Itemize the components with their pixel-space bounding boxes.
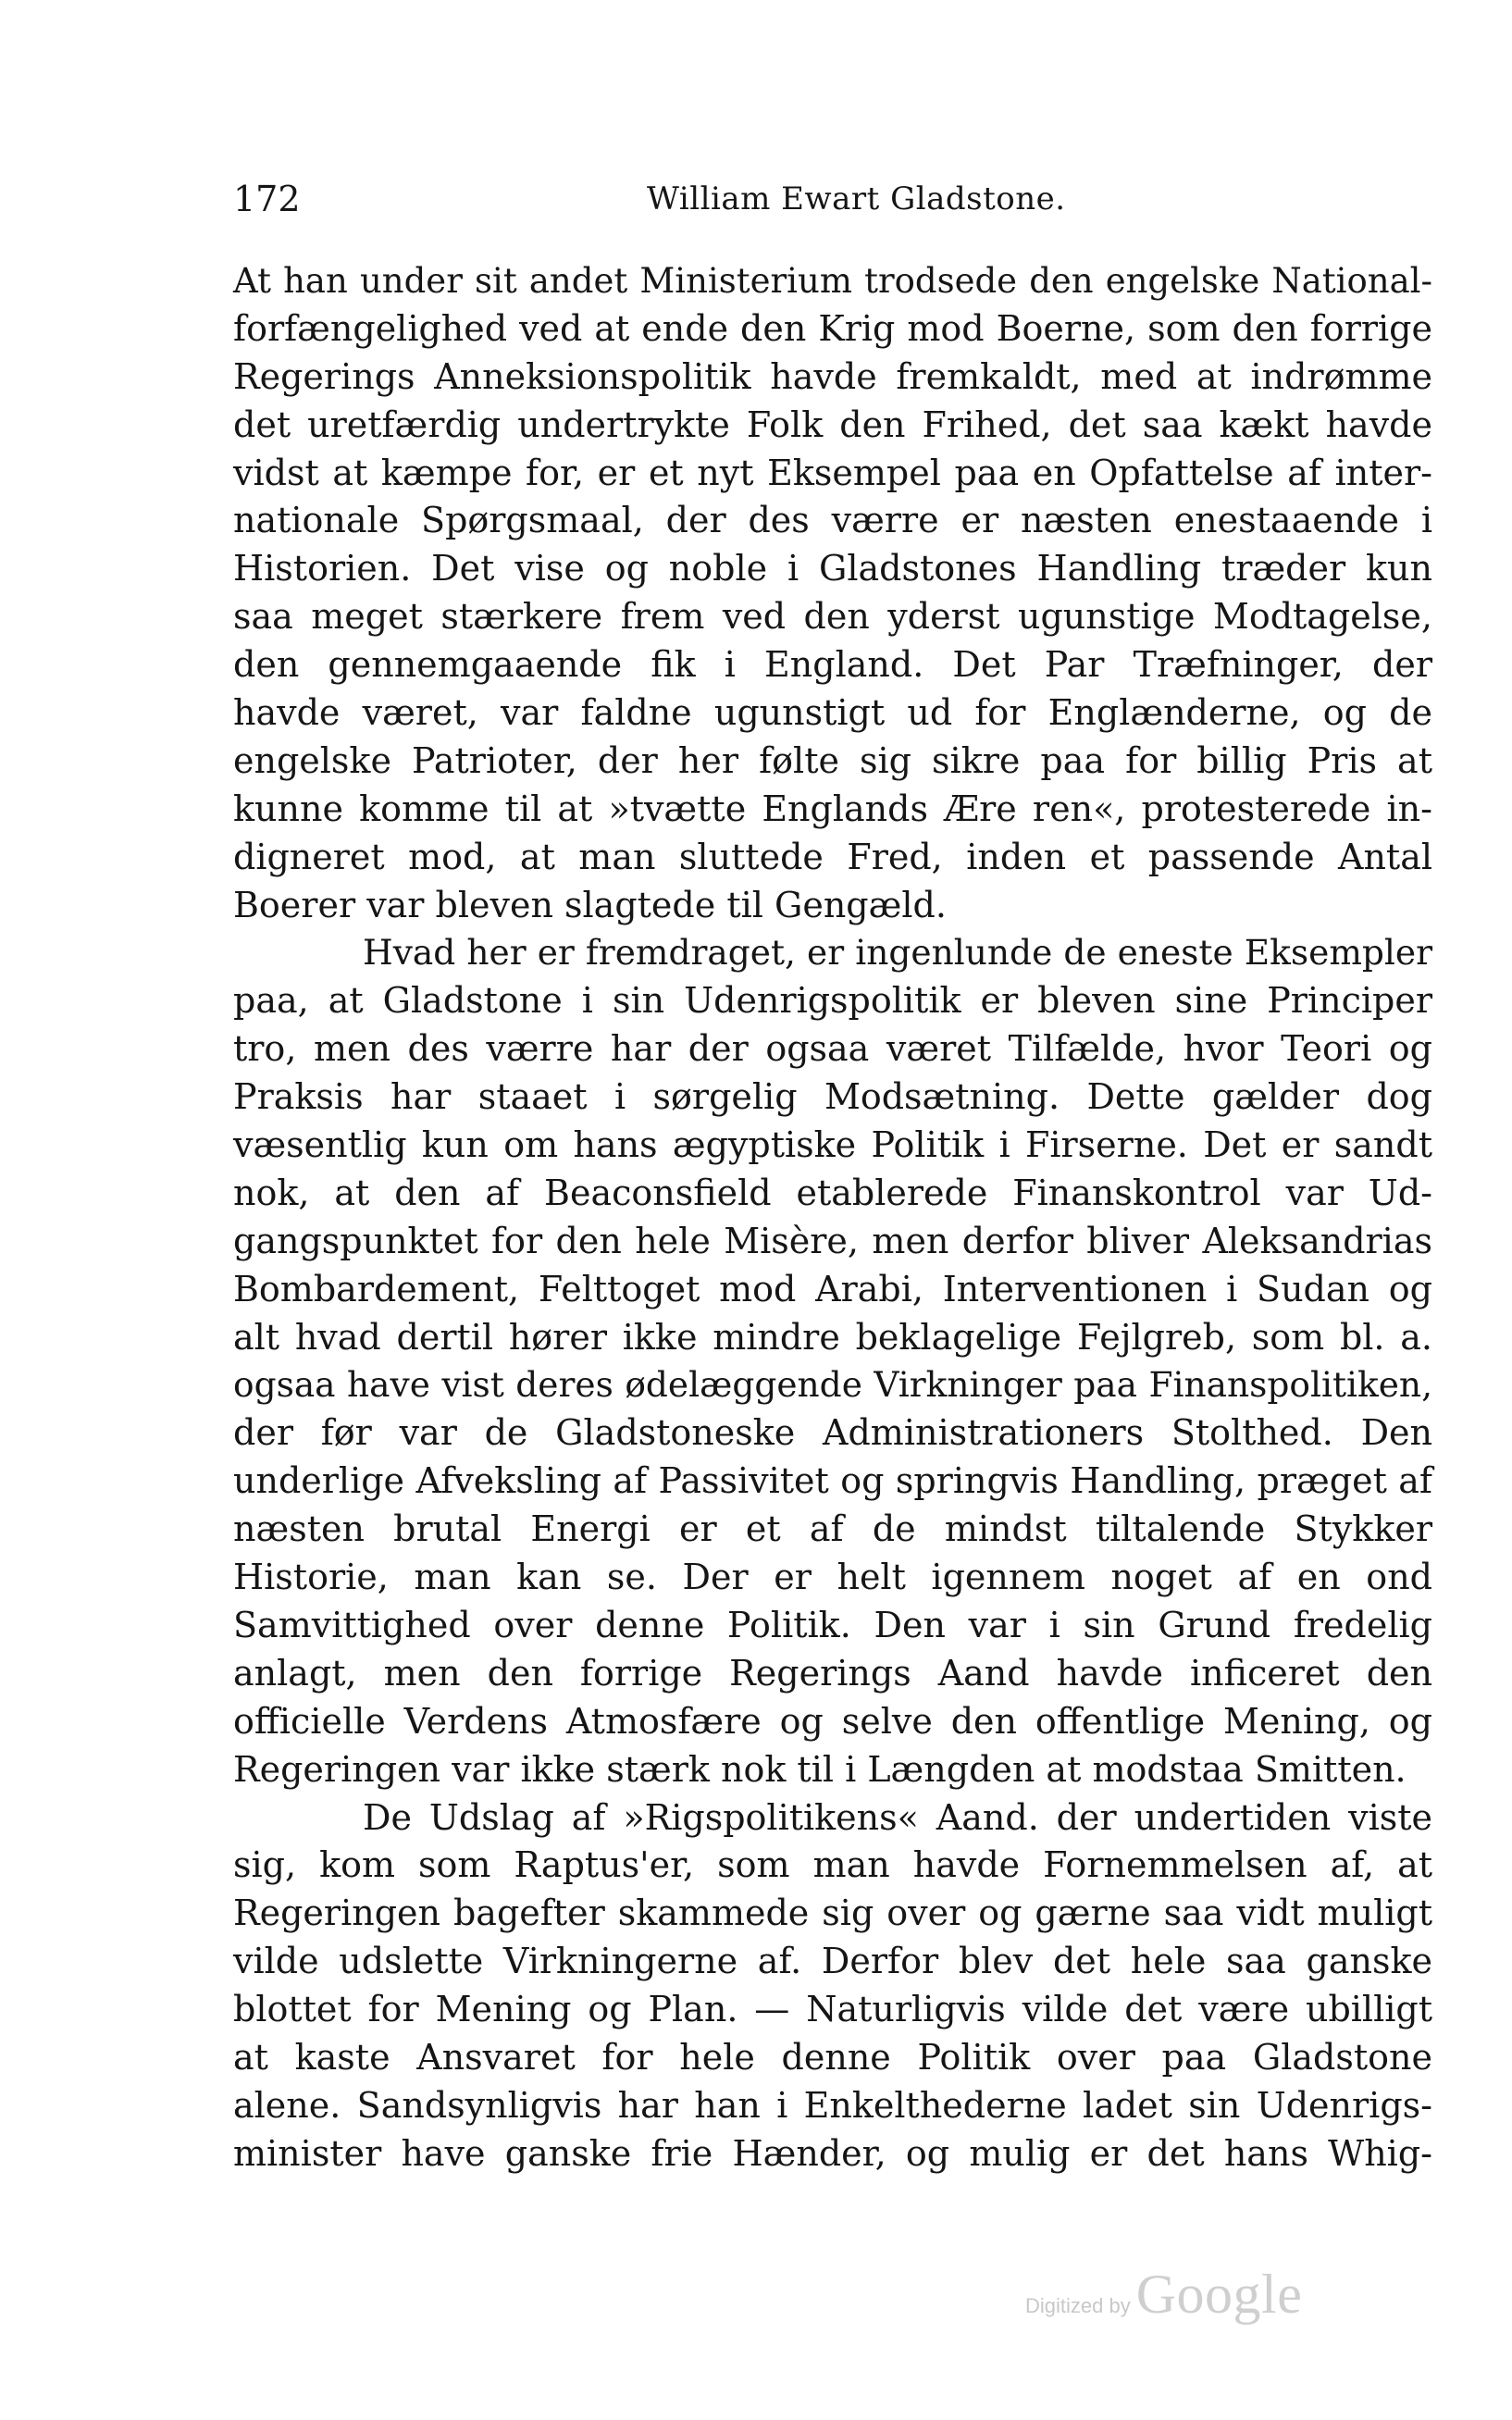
text-line: tro, men des værre har der ogsaa været Tilfælde, hvor Teori og	[233, 1028, 1432, 1070]
running-title: William Ewart Gladstone.	[647, 180, 1066, 217]
text-line: Historie, man kan se. Der er helt igennem noget af en ond	[233, 1557, 1432, 1598]
text-line: saa meget stærkere frem ved den yderst ugunstige Modtagelse,	[233, 596, 1432, 638]
text-line: der før var de Gladstoneske Administrationers Stolthed. Den	[233, 1412, 1432, 1454]
text-line: Boerer var bleven slagtede til Gengæld.	[233, 884, 947, 925]
text-line: Samvittighed over denne Politik. Den var i sin Grund fredelig	[233, 1604, 1432, 1645]
text-line: officielle Verdens Atmosfære og selve den offentlige Mening, og	[233, 1700, 1432, 1742]
text-line: sig, kom som Raptus'er, som man havde Fornemmelsen af, at	[233, 1844, 1432, 1886]
text-line: væsentlig kun om hans ægyptiske Politik i Firserne. Det er sandt	[233, 1124, 1432, 1166]
text-line: alene. Sandsynligvis har han i Enkelthederne ladet sin Udenrigs-	[233, 2084, 1432, 2126]
paragraph-1	[233, 257, 1432, 929]
google-logo: Google	[1135, 2264, 1303, 2325]
digitized-by-google-watermark	[1025, 2263, 1302, 2327]
text-line: Bombardement, Felttoget mod Arabi, Interventionen i Sudan og	[233, 1268, 1432, 1309]
text-line: Praksis har staaet i sørgelig Modsætning. Dette gælder dog	[233, 1076, 1432, 1118]
text-line: Regeringen bagefter skammede sig over og gærne saa vidt muligt	[233, 1893, 1432, 1934]
text-line: minister have ganske frie Hænder, og mulig er det hans Whig-	[233, 2132, 1432, 2174]
text-line: kunne komme til at »tvætte Englands Ære ren«, protesterede in-	[233, 788, 1432, 829]
text-line: anlagt, men den forrige Regerings Aand havde inficeret den	[233, 1652, 1432, 1694]
paragraph-2	[233, 929, 1432, 1793]
text-line: At han under sit andet Ministerium trodsede den engelske National-	[233, 261, 1432, 301]
text-line: den gennemgaaende fik i England. Det Par Træfninger, der	[233, 644, 1432, 686]
text-line: næsten brutal Energi er et af de mindst tiltalende Stykker	[233, 1508, 1432, 1550]
text-line: vilde udslette Virkningerne af. Derfor blev det hele saa ganske	[233, 1941, 1432, 1982]
text-line: Hvad her er fremdraget, er ingenlunde de eneste Eksempler	[363, 932, 1432, 974]
text-line: nationale Spørgsmaal, der des værre er næsten enestaaende i	[233, 500, 1432, 541]
body-text	[233, 257, 1432, 2178]
text-line: digneret mod, at man sluttede Fred, inden et passende Antal	[233, 836, 1432, 877]
watermark-prefix: Digitized by	[1025, 2294, 1131, 2317]
text-line: gangspunktet for den hele Misère, men derfor bliver Aleksandrias	[233, 1220, 1432, 1261]
text-line: ogsaa have vist deres ødelæggende Virkninger paa Finanspolitiken,	[233, 1364, 1432, 1406]
text-line: underlige Afveksling af Passivitet og springvis Handling, præget af	[233, 1460, 1432, 1502]
text-line: forfængelighed ved at ende den Krig mod Boerne, som den forrige	[233, 307, 1432, 349]
text-line: Regeringen var ikke stærk nok til i Længden at modstaa Smitten.	[233, 1748, 1407, 1790]
text-line: havde været, var faldne ugunstigt ud for Englænderne, og de	[233, 692, 1432, 734]
text-line: det uretfærdig undertrykte Folk den Frihed, det saa kækt havde	[233, 403, 1432, 445]
text-line: De Udslag af »Rigspolitikens« Aand. der undertiden viste	[363, 1796, 1432, 1838]
page-number: 172	[233, 179, 301, 219]
text-line: nok, at den af Beaconsfield etablerede Finanskontrol var Ud-	[233, 1172, 1432, 1213]
text-line: engelske Patrioter, der her følte sig sikre paa for billig Pris at	[233, 739, 1432, 781]
text-line: vidst at kæmpe for, er et nyt Eksempel paa en Opfattelse af inter-	[233, 452, 1432, 493]
text-line: at kaste Ansvaret for hele denne Politik over paa Gladstone	[233, 2036, 1432, 2078]
text-line: paa, at Gladstone i sin Udenrigspolitik er bleven sine Principer	[233, 980, 1432, 1022]
text-line: blottet for Mening og Plan. — Naturligvis vilde det være ubilligt	[233, 1989, 1432, 2030]
running-head	[233, 176, 1432, 222]
text-line: Regerings Anneksionspolitik havde fremkaldt, med at indrømme	[233, 355, 1432, 397]
text-line: alt hvad dertil hører ikke mindre beklagelige Fejlgreb, som bl. a.	[233, 1316, 1432, 1358]
text-line: Historien. Det vise og noble i Gladstones Handling træder kun	[233, 548, 1432, 589]
paragraph-3	[233, 1794, 1432, 2178]
